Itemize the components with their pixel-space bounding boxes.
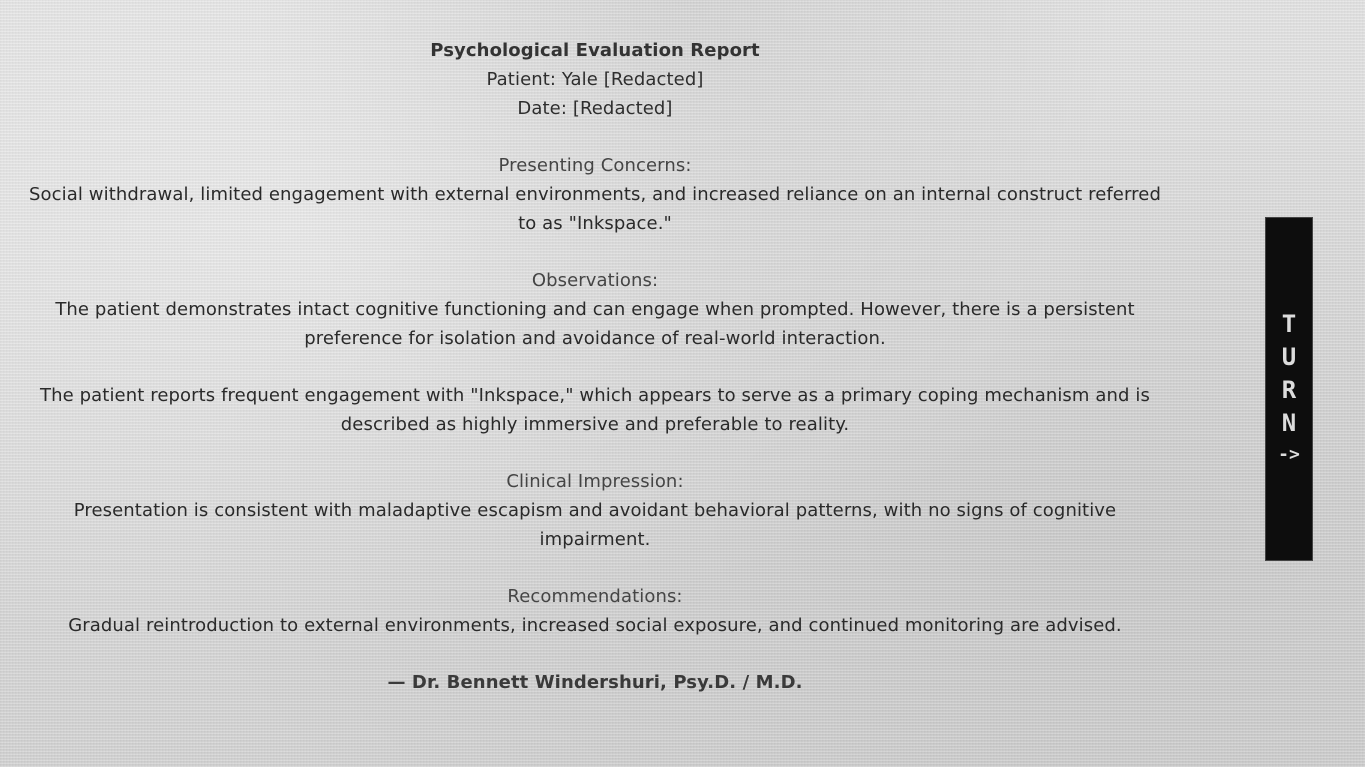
turn-letter-t: T xyxy=(1281,310,1297,338)
doctor-signature: — Dr. Bennett Windershuri, Psy.D. / M.D. xyxy=(387,672,803,693)
section-heading-observations: Observations: xyxy=(531,270,659,291)
section-heading-clinical-impression: Clinical Impression: xyxy=(506,471,684,492)
observations-text-2: The patient reports frequent engagement with "Inkspace," which appears to serve as a primary coping mechanism and is described as highly immersive and preferable to reality. xyxy=(40,385,1150,435)
section-heading-presenting-concerns: Presenting Concerns: xyxy=(498,155,692,176)
spacer xyxy=(20,439,1170,467)
clinical-impression-text: Presentation is consistent with maladaptive escapism and avoidant behavioral patterns, with no signs of cognitive impairment. xyxy=(73,500,1117,550)
spacer xyxy=(20,353,1170,381)
arrow-right-icon: -> xyxy=(1278,444,1300,465)
observations-text-1: The patient demonstrates intact cognitive functioning and can engage when prompted. However, there is a persistent preference for isolation and avoidance of real-world interaction. xyxy=(55,299,1135,349)
turn-letter-n: N xyxy=(1281,409,1297,437)
spacer xyxy=(20,238,1170,266)
evaluation-report xyxy=(20,36,1170,697)
spacer xyxy=(20,554,1170,582)
turn-letter-u: U xyxy=(1281,343,1297,371)
date-line: Date: [Redacted] xyxy=(517,98,673,119)
recommendations-text: Gradual reintroduction to external environments, increased social exposure, and continued monitoring are advised. xyxy=(68,615,1122,636)
report-title: Psychological Evaluation Report xyxy=(430,40,760,61)
turn-letter-r: R xyxy=(1281,376,1297,404)
section-heading-recommendations: Recommendations: xyxy=(507,586,683,607)
spacer xyxy=(20,123,1170,151)
patient-line: Patient: Yale [Redacted] xyxy=(486,69,704,90)
presenting-concerns-text: Social withdrawal, limited engagement with external environments, and increased reliance on an internal construct referred to as "Inkspace." xyxy=(29,184,1161,234)
turn-page-button[interactable] xyxy=(1265,217,1313,561)
